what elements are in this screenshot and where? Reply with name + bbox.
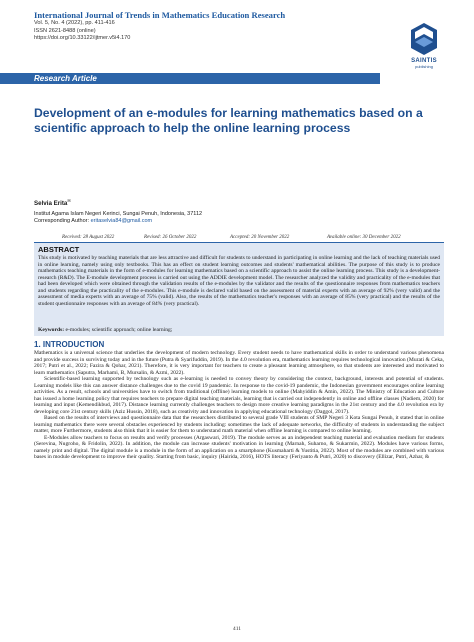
paragraph: Based on the results of interviews and questionnaire data that the researchers distributed to several grade VIII students of SMP Negeri 3 Kota Sungai Penuh, it stated that in online learning mathematics there were several obstacles experienced by students including: sometimes the lack of adequate networks, the difficulty of students in understanding the subject matter, more Furthermore, students also think that it is easier for them to understand math material when offline learning is compared to online learning. [34,415,444,435]
keywords [38,327,440,333]
affiliation [34,211,434,225]
institution: Institut Agama Islam Negeri Kerinci, Sungai Penuh, Indonesia, 37112 [34,211,203,217]
publisher-logo [404,22,444,84]
abstract-text: This study is motivated by teaching materials that are less attractive and difficult for students to understand in participating in online learning and the lack of teaching materials used in online learning, namely using only textbooks. This has an effect on student learning outcomes and students' mathematical abilities. The purpose of this study is to produce mathematics teaching materials in the form of e-modules for learning mathematics based on a scientific approach to assist the online learning process. This study is a development-research (R&D). The E-module development process is carried out using the ADDIE development model. The researcher analyzed the validity and practicality of the e-modules that had been developed which were obtained through the validation results of the e-modules by the validator and the results of the questionnaire responses from mathematics teachers and students regarding the practicality of the e-modules. This e-module is declared valid based on the assessment of material experts with an average of 92% (very valid) and the assessment of media experts with an average of 75% (valid). Also, the results of the mathematics teacher's responses with an average of 85% (very practical) and the results of the student questionnaire responses with an average of 84% (very practical). [38,255,440,307]
paragraph: E-Modules allow teachers to focus on results and verify processes (Argaswari, 2019). The module serves as an independent teaching material and evaluation medium for students (Serevina, Nugroho, & Fridolin, 2022). In addition, the module can increase students' motivation in learning (Marnah, Suharno, & Sukarmin, 2022). Modules have various forms, namely print and digital. The digital module is a module in the form of an application on a smartphone (Kusmaharti & Yustitia, 2022). Most of the modules are combined with various bases in module development to improve their quality. Starting from basic, inquiry (Hairida, 2016), HOTS literacy (Feriyanto & Putri, 2020) to discovery (Ellizar, Putri, Azhar, & [34,434,444,461]
paragraph: Mathematics is a universal science that underlies the development of modern technology. Every student needs to have mathematical skills in order to understand various phenomena and provide success in surviving today and in the future (Putra & Syarifuddin, 2019). In the 4.0 revolution era, mathematics learning requires technological innovation (Murati & Ceka, 2017; Putri et al., 2022; Fazira & Qohar, 2021). Therefore, it is very important for teachers to create a pleasant learning atmosphere, so that students are interested and motivated to learn mathematics (Saputra, Marhami, B, Mursalin, & Azmi, 2022). [34,350,444,376]
paragraph: Scientific-based learning supported by technology such as e-learning is needed to convey theory by considering the context, background, interests and potential of students. Learning models like this can answer distance challenges due to the covid 19 pandemic. In response to the covid-19 pandemic, the Indonesian government encourages online learning activities. As a result, schools and universities have to switch from traditional (offline) learning models to online (Mahyiddin & Amin, 2022). The Ministry of Education and Culture has issued a home learning policy that requires teachers to prepare digital teaching materials, learning that is carried out independently in online and offline classes (Nadiem, 2020) for learning and input (Kemendikbud, 2017). Distance learning currently challenges teachers to design more creative learning paradigms in the 21st century and the 4.0 revolution era by developing core 21st century skills (Aziz Hussin, 2018), such as creativity and innovation in applying educational technology (Daggol, 2017). [34,376,444,415]
date-revised: Revised: 26 October 2022 [144,235,197,240]
corresponding-label: Corresponding Author: [34,218,90,225]
mail-icon: ✉ [67,198,71,203]
article-type: Research Article [34,74,97,83]
journal-doi[interactable]: https://doi.org/10.33122/ijtmer.v5i4.170 [34,35,131,42]
corresponding-author [34,218,434,225]
author-name: Selvia Erita [34,200,68,208]
date-accepted: Accepted: 20 November 2022 [230,235,290,240]
keywords-label: Keywords: [38,327,65,333]
publisher-sub: publishing [414,64,433,69]
section-heading: 1. INTRODUCTION [34,340,105,349]
journal-title: International Journal of Trends in Mathematics Education Research [34,10,286,20]
abstract-heading: ABSTRACT [38,245,80,254]
author-email[interactable]: eritaselvia84@gmail.com [90,218,153,225]
journal-volume: Vol. 5, No. 4 (2022), pp. 411-416 [34,20,115,26]
publisher-name: SAINTIS [411,58,437,64]
keywords-list: e-modules; scientific approach; online learning; [65,327,173,333]
journal-header [34,10,394,43]
article-title: Development of an e-modules for learning mathematics based on a scientific approach to help the online learning process [34,106,423,135]
page-number: 411 [232,626,242,632]
saintis-logo-icon [409,22,439,56]
introduction-body [34,350,444,622]
abstract-box [34,242,444,336]
date-online: Available online: 30 December 2022 [327,235,401,240]
author [34,198,71,207]
journal-issn: ISSN 2621-8488 (online) [34,27,96,34]
date-received: Received: 28 August 2022 [62,235,115,240]
